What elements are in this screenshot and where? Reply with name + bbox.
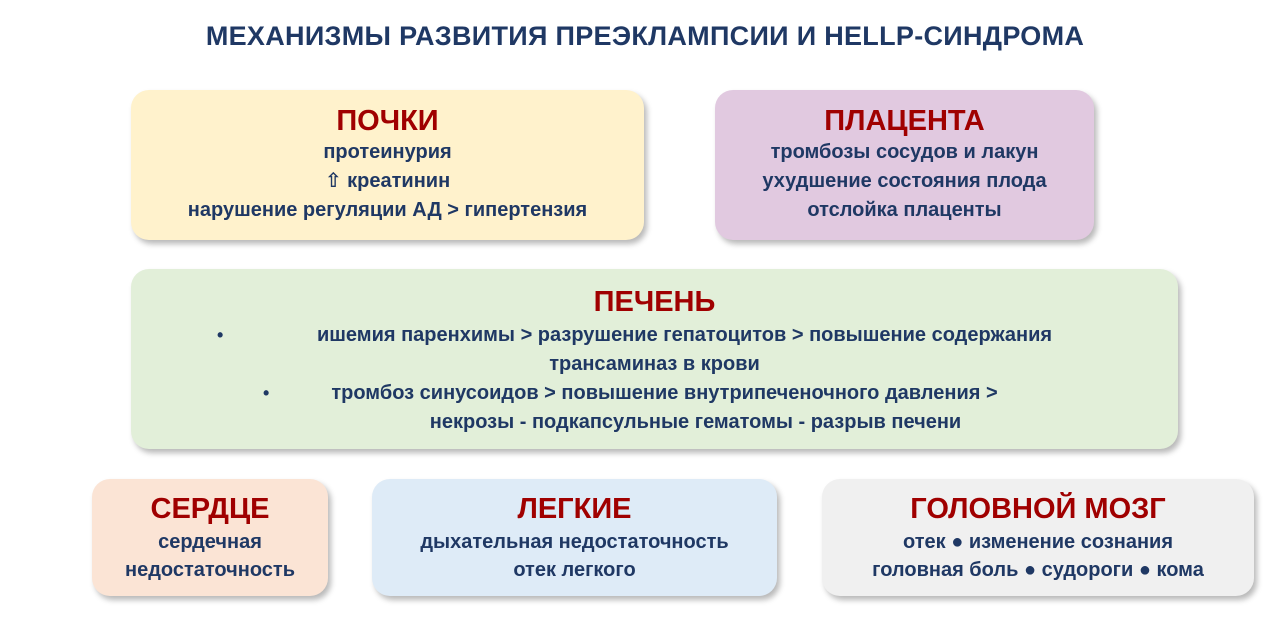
- placenta-line: ухудшение состояния плода: [762, 170, 1047, 192]
- heart-box: [92, 479, 328, 596]
- bullet-icon: •: [217, 325, 224, 345]
- kidney-box: [131, 90, 644, 240]
- placenta-box: [715, 90, 1094, 240]
- kidney-heading: ПОЧКИ: [336, 105, 439, 137]
- brain-box: [822, 479, 1254, 596]
- liver-bullet: [131, 379, 1178, 408]
- brain-heading: ГОЛОВНОЙ МОЗГ: [910, 493, 1166, 525]
- liver-bullet-text: тромбоз синусоидов > повышение внутрипеченочного давления >: [331, 382, 998, 404]
- placenta-heading: ПЛАЦЕНТА: [824, 105, 985, 137]
- placenta-line: отслойка плаценты: [807, 199, 1002, 221]
- page-title: МЕХАНИЗМЫ РАЗВИТИЯ ПРЕЭКЛАМПСИИ И HELLP-СИНДРОМА: [205, 21, 1085, 51]
- liver-box: [131, 269, 1178, 449]
- kidney-line: ⇧ креатинин: [324, 170, 451, 192]
- heart-line: недостаточность: [125, 559, 295, 581]
- brain-line: отек ● изменение сознания: [902, 531, 1174, 553]
- kidney-line: нарушение регуляции АД > гипертензия: [187, 199, 588, 221]
- heart-heading: СЕРДЦЕ: [150, 493, 270, 525]
- bullet-icon: •: [263, 383, 270, 403]
- kidney-line: протеинурия: [323, 141, 452, 163]
- lungs-box: [372, 479, 777, 596]
- heart-line: сердечная: [158, 531, 262, 553]
- liver-bullet-continuation: трансаминаз в крови: [549, 353, 760, 375]
- liver-heading: ПЕЧЕНЬ: [593, 286, 716, 318]
- lungs-line: дыхательная недостаточность: [420, 531, 729, 553]
- brain-line: головная боль ● судороги ● кома: [872, 559, 1204, 581]
- liver-bullet-continuation: некрозы - подкапсульные гематомы - разрыв печени: [429, 411, 962, 433]
- liver-bullet: [131, 321, 1178, 350]
- liver-bullet-text: ишемия паренхимы > разрушение гепатоцитов > повышение содержания: [316, 324, 1053, 346]
- lungs-line: отек легкого: [513, 559, 636, 581]
- lungs-heading: ЛЕГКИЕ: [517, 493, 632, 525]
- placenta-line: тромбозы сосудов и лакун: [770, 141, 1039, 163]
